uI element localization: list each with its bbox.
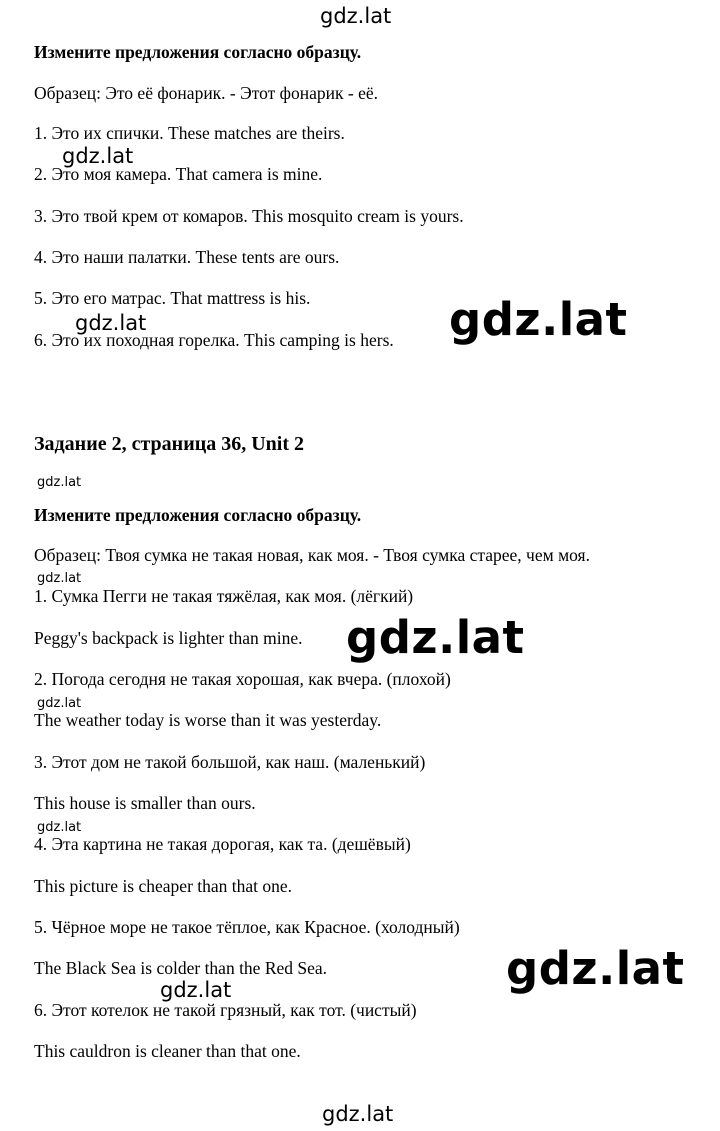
- watermark-bottom: gdz.lat: [322, 1102, 394, 1126]
- section1-item-1: 1. Это их спички. These matches are theirs.: [34, 123, 345, 143]
- section1-example: Образец: Это её фонарик. - Этот фонарик - её.: [34, 83, 378, 103]
- section1-item-6: 6. Это их походная горелка. This camping is hers.: [34, 330, 394, 350]
- section2-answer-4: This picture is cheaper than that one.: [34, 876, 293, 896]
- watermark-large-1: gdz.lat: [449, 293, 628, 346]
- watermark-small-4: gdz.lat: [37, 820, 82, 835]
- section2-instruction: Измените предложения согласно образцу.: [34, 505, 362, 525]
- watermark-left-3: gdz.lat: [160, 978, 232, 1002]
- section2-example: Образец: Твоя сумка не такая новая, как моя. - Твоя сумка старее, чем моя.: [34, 545, 590, 565]
- section2-answer-2: The weather today is worse than it was yesterday.: [34, 710, 382, 730]
- watermark-small-3: gdz.lat: [37, 696, 82, 711]
- section2-question-1: 1. Сумка Пегги не такая тяжёлая, как моя. (лёгкий): [34, 586, 414, 606]
- watermark-left-1: gdz.lat: [62, 144, 134, 168]
- section2-question-3: 3. Этот дом не такой большой, как наш. (маленький): [34, 752, 426, 772]
- section1-instruction: Измените предложения согласно образцу.: [34, 42, 362, 62]
- section2-answer-5: The Black Sea is colder than the Red Sea.: [34, 958, 328, 978]
- section2-answer-6: This cauldron is cleaner than that one.: [34, 1041, 301, 1061]
- section2-question-2: 2. Погода сегодня не такая хорошая, как вчера. (плохой): [34, 669, 451, 689]
- section1-item-5: 5. Это его матрас. That mattress is his.: [34, 288, 311, 308]
- watermark-large-2: gdz.lat: [346, 611, 525, 664]
- watermark-small-2: gdz.lat: [37, 571, 82, 586]
- watermark-small-1: gdz.lat: [37, 475, 82, 490]
- section2-question-5: 5. Чёрное море не такое тёплое, как Красное. (холодный): [34, 917, 460, 937]
- section1-item-2: 2. Это моя камера. That camera is mine.: [34, 164, 323, 184]
- section2-answer-1: Peggy's backpack is lighter than mine.: [34, 628, 303, 648]
- watermark-top: gdz.lat: [320, 4, 392, 28]
- section2-heading: Задание 2, страница 36, Unit 2: [34, 433, 305, 455]
- section2-question-6: 6. Этот котелок не такой грязный, как тот. (чистый): [34, 1000, 417, 1020]
- watermark-large-3: gdz.lat: [506, 942, 685, 995]
- section2-question-4: 4. Эта картина не такая дорогая, как та. (дешёвый): [34, 834, 411, 854]
- section1-item-3: 3. Это твой крем от комаров. This mosquito cream is yours.: [34, 206, 464, 226]
- watermark-left-2: gdz.lat: [75, 311, 147, 335]
- section1-item-4: 4. Это наши палатки. These tents are ours.: [34, 247, 340, 267]
- section2-answer-3: This house is smaller than ours.: [34, 793, 256, 813]
